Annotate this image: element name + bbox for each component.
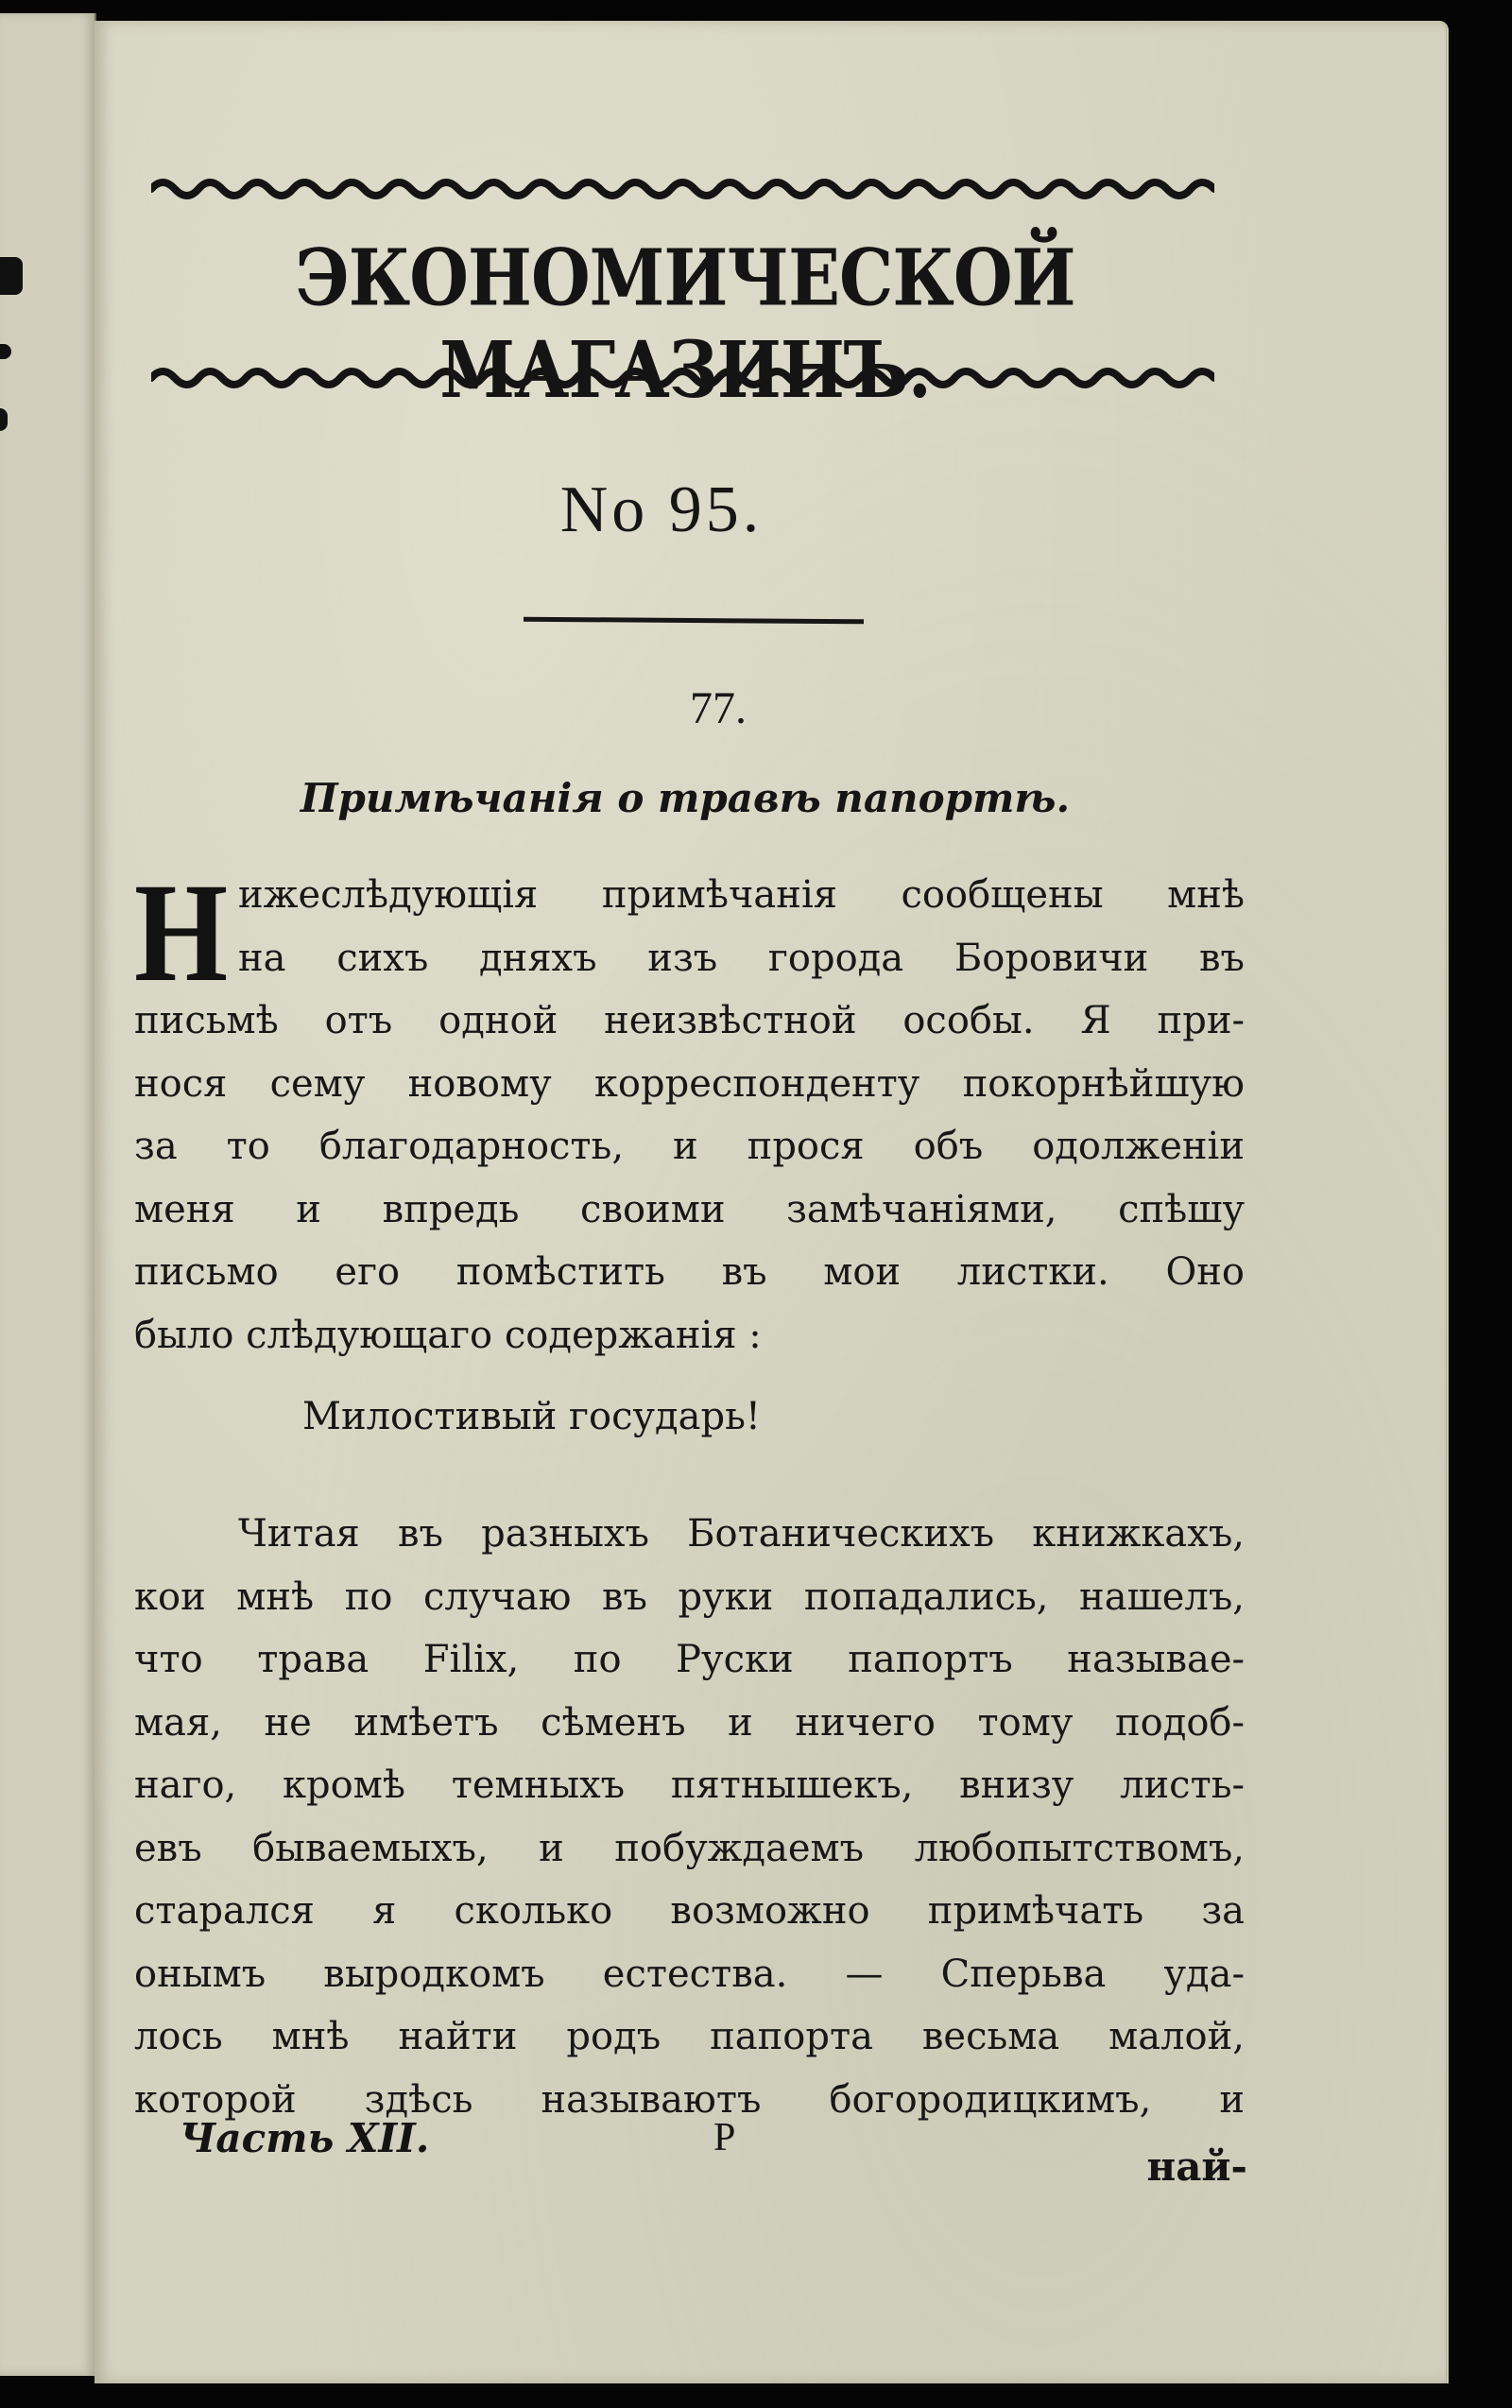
text-line: меня и впредь своими замѣчаніями, спѣшу bbox=[134, 1187, 1245, 1231]
text-line: онымъ выродкомъ естества. — Сперьва уда- bbox=[134, 1952, 1245, 1996]
text-line: старался я сколько возможно примѣчать за bbox=[134, 1889, 1245, 1933]
ornamental-rule-bottom bbox=[151, 361, 1214, 395]
catchword: най- bbox=[1146, 2143, 1247, 2190]
text-line: евъ бываемыхъ, и побуждаемъ любопытствомъ, bbox=[134, 1826, 1245, 1870]
text-line: за то благодарность, и прося объ одолженіи bbox=[134, 1125, 1245, 1168]
ornamental-rule-top bbox=[151, 172, 1214, 206]
article-number: 77. bbox=[690, 683, 747, 733]
page-footer bbox=[180, 2115, 1247, 2190]
document-page bbox=[94, 21, 1449, 2383]
article-title: Примѣчанія о травѣ папортѣ. bbox=[300, 775, 1071, 821]
text-line: нося сему новому корреспонденту покорнѣйшую bbox=[134, 1061, 1245, 1106]
text-line: мая, не имѣетъ сѣменъ и ничего тому подоб- bbox=[134, 1700, 1245, 1745]
text-line: Читая въ разныхъ Ботаническихъ книжкахъ, bbox=[238, 1512, 1245, 1556]
text-line: на сихъ дняхъ изъ города Боровичи въ bbox=[238, 936, 1245, 980]
letter-paragraph bbox=[134, 1503, 1245, 2131]
text-line: письмо его помѣстить въ мои листки. Оно bbox=[134, 1250, 1245, 1294]
issue-number: No 95. bbox=[559, 473, 764, 546]
text-line: наго, кромѣ темныхъ пятнышекъ, внизу листь- bbox=[134, 1763, 1245, 1807]
text-line: лось мнѣ найти родъ папорта весьма малой, bbox=[134, 2015, 1245, 2058]
previous-page-ink-mark bbox=[0, 408, 8, 431]
previous-page-ink-mark bbox=[0, 344, 11, 359]
masthead-title: ЭКОНОМИЧЕСКОЙ МАГАЗИНЪ. bbox=[295, 231, 1075, 416]
part-label: Часть XII. bbox=[180, 2115, 430, 2161]
text-line: ижеслѣдующія примѣчанія сообщены мнѣ bbox=[238, 873, 1245, 917]
previous-page-ink-mark bbox=[0, 257, 23, 295]
text-line: было слѣдующаго содержанія : bbox=[134, 1313, 762, 1357]
issue-rule-divider bbox=[524, 617, 864, 625]
text-line: что трава Filix, по Руски папортъ называе- bbox=[134, 1638, 1245, 1681]
intro-paragraph bbox=[134, 854, 1245, 1367]
signature-mark: P bbox=[713, 2116, 736, 2159]
text-line: которой здѣсь называютъ богородицкимъ, и bbox=[134, 2077, 1245, 2122]
text-line: письмѣ отъ одной неизвѣстной особы. Я при- bbox=[134, 999, 1245, 1042]
salutation: Милостивый государь! bbox=[302, 1395, 761, 1438]
previous-page-edge bbox=[0, 13, 96, 2376]
drop-cap: Н bbox=[134, 854, 229, 1011]
text-line: кои мнѣ по случаю въ руки попадались, нашелъ, bbox=[134, 1574, 1245, 1619]
